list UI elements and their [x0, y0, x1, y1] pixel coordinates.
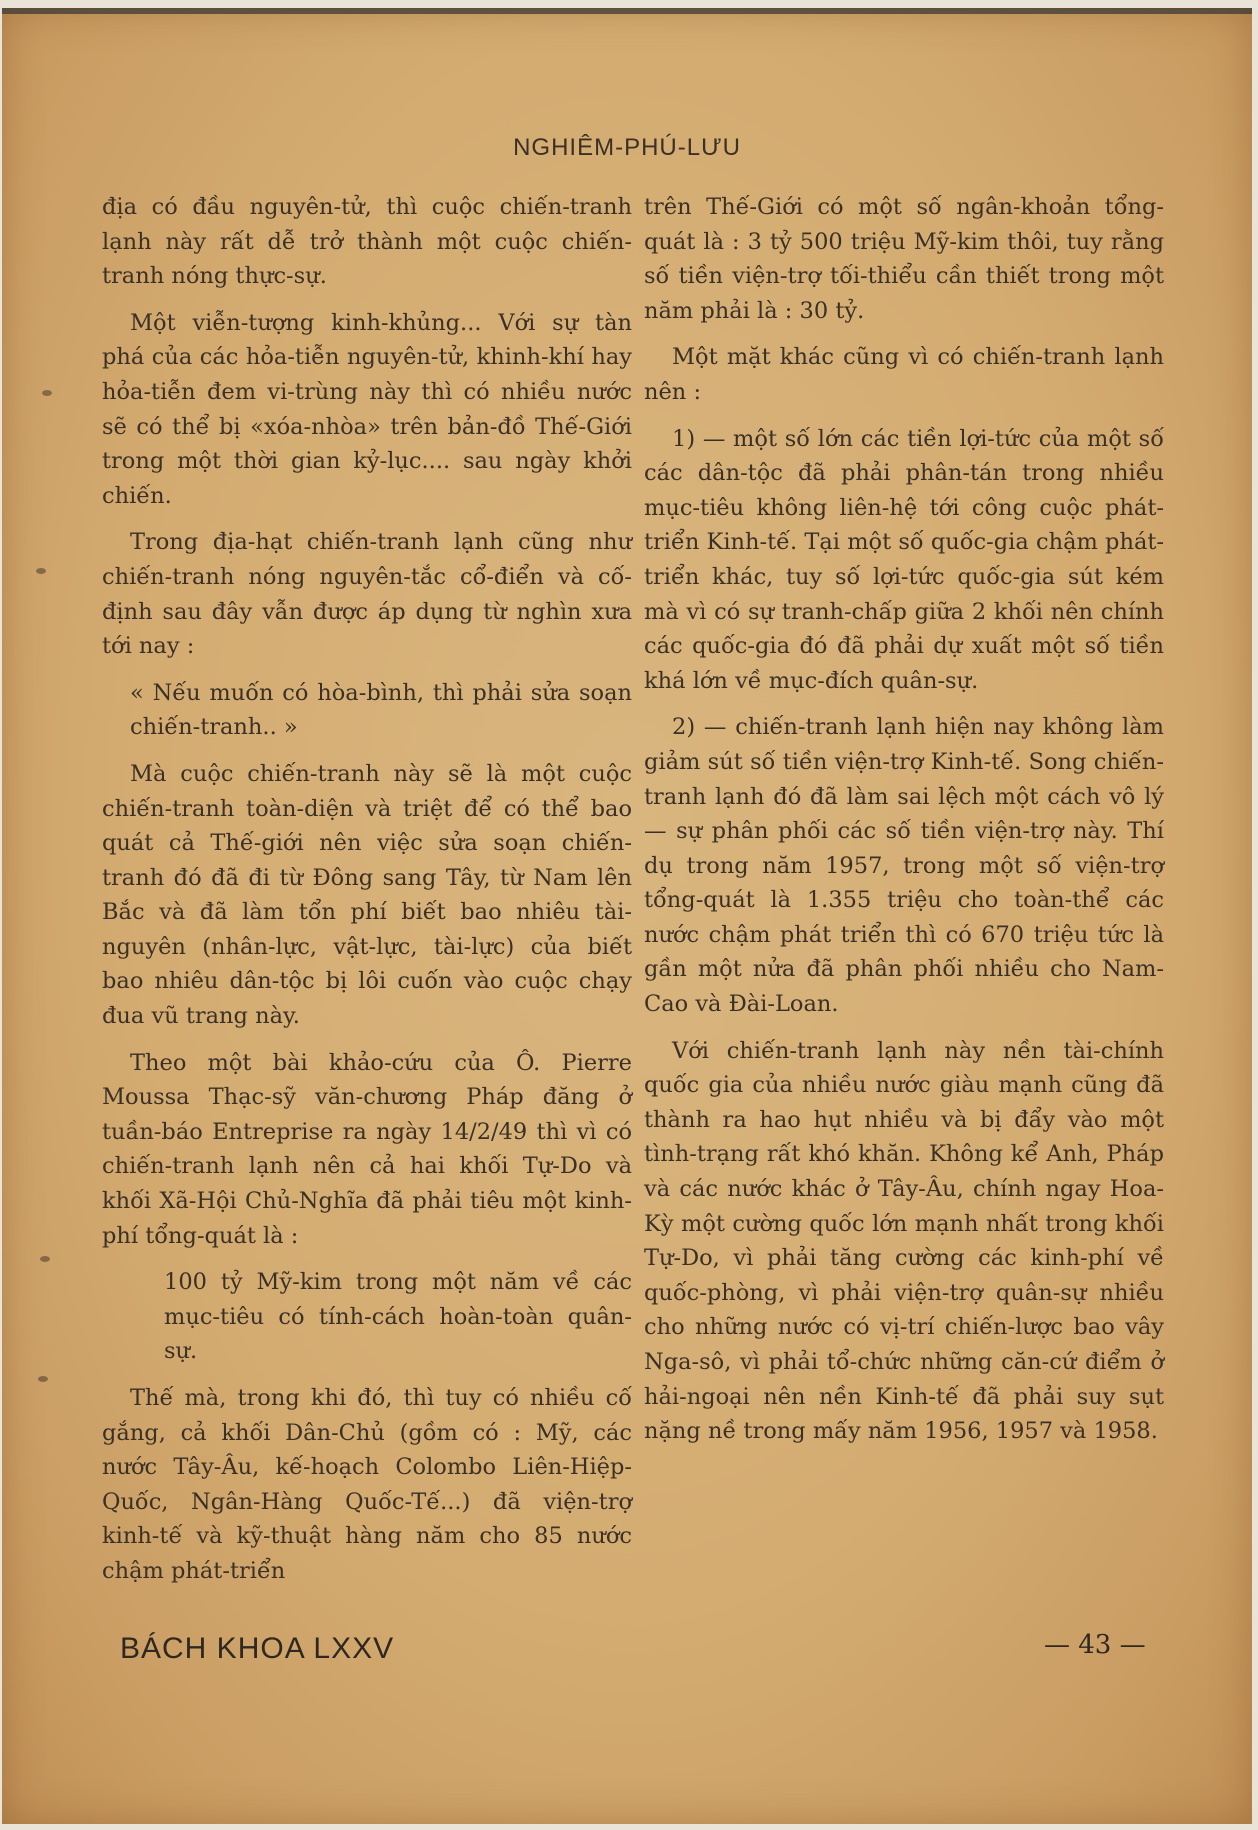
running-head: NGHIÊM-PHÚ-LƯU — [513, 134, 741, 161]
page-top-edge — [2, 8, 1252, 14]
page-number: — 43 — — [1044, 1630, 1146, 1660]
publication-title: BÁCH KHOA LXXV — [120, 1632, 395, 1665]
paragraph: Thế mà, trong khi đó, thì tuy có nhiều cố gắng, cả khối Dân-Chủ (gồm có : Mỹ, các nước Tây-Âu, kế-hoạch Colombo Liên-Hiệp-Quốc, Ngân-Hàng Quốc-Tế...) đã viện-trợ kinh-tế và kỹ-thuật hàng năm cho 85 nước chậm phát-triển — [102, 1385, 632, 1584]
paragraph: Với chiến-tranh lạnh này nền tài-chính quốc gia của nhiều nước giàu mạnh cũng đã thành ra hao hụt nhiều và bị đẩy vào một tình-trạng rất khó khăn. Không kể Anh, Pháp và các nước khác ở Tây-Âu, chính ngay Hoa-Kỳ một cường quốc lớn mạnh nhất trong khối Tự-Do, vì phải tăng cường các kinh-phí về quốc-phòng, vì phải viện-trợ quân-sự nhiều cho những nước có vị-trí chiến-lược bao vây Nga-sô, vì phải tổ-chức những căn-cứ điểm ở hải-ngoại nên nền Kinh-tế đã phải suy sụt nặng nề trong mấy năm 1956, 1957 và 1958. — [644, 1037, 1164, 1445]
paragraph: Một viễn-tượng kinh-khủng... Với sự tàn phá của các hỏa-tiễn nguyên-tử, khinh-khí hay hỏa-tiễn đem vi-trùng này thì có nhiều nước sẽ có thể bị «xóa-nhòa» trên bản-đồ Thế-Giới trong một thời gian kỷ-lục.... sau ngày khởi chiến. — [102, 309, 632, 509]
paragraph: 1) — một số lớn các tiền lợi-tức của một số các dân-tộc đã phải phân-tán trong nhiều mục-tiêu không liên-hệ tới công cuộc phát-triển Kinh-tế. Tại một số quốc-gia chậm phát-triển khác, tuy số lợi-tức quốc-gia sút kém mà vì có sự tranh-chấp giữa 2 khối nên chính các quốc-gia đó đã phải dự xuất một số tiền khá lớn về mục-đích quân-sự. — [644, 425, 1164, 694]
paragraph: Một mặt khác cũng vì có chiến-tranh lạnh nên : — [644, 344, 1164, 405]
ink-speck — [38, 1376, 48, 1382]
left-column — [102, 190, 632, 1601]
paragraph: địa có đầu nguyên-tử, thì cuộc chiến-tranh lạnh này rất dễ trở thành một cuộc chiến-tranh nóng thực-sự. — [102, 194, 632, 290]
block-quote: 100 tỷ Mỹ-kim trong một năm về các mục-tiêu có tính-cách hoàn-toàn quân-sự. — [164, 1269, 632, 1365]
ink-speck — [40, 1256, 50, 1262]
quotation: « Nếu muốn có hòa-bình, thì phải sửa soạn chiến-tranh.. » — [130, 679, 632, 741]
ink-speck — [42, 390, 52, 396]
right-column — [644, 190, 1164, 1461]
paragraph: trên Thế-Giới có một số ngân-khoản tổng-quát là : 3 tỷ 500 triệu Mỹ-kim thôi, tuy rằng số tiền viện-trợ tối-thiểu cần thiết trong một năm phải là : 30 tỷ. — [644, 194, 1164, 324]
paragraph: Theo một bài khảo-cứu của Ô. Pierre Moussa Thạc-sỹ văn-chương Pháp đăng ở tuần-báo Entreprise ra ngày 14/2/49 thì vì có chiến-tranh lạnh nên cả hai khối Tự-Do và khối Xã-Hội Chủ-Nghĩa đã phải tiêu một kinh-phí tổng-quát là : — [102, 1049, 632, 1249]
paragraph: 2) — chiến-tranh lạnh hiện nay không làm giảm sút số tiền viện-trợ Kinh-tế. Song chiến-tranh lạnh đó đã làm sai lệch một cách vô lý — sự phân phối các số tiền viện-trợ này. Thí dụ trong năm 1957, trong một số viện-trợ tổng-quát là 1.355 triệu cho toàn-thể các nước chậm phát triển thì có 670 triệu tức là gần một nửa đã phân phối nhiều cho Nam-Cao và Đài-Loan. — [644, 714, 1164, 1018]
paragraph: Trong địa-hạt chiến-tranh lạnh cũng như chiến-tranh nóng nguyên-tắc cổ-điển và cố-định sau đây vẫn được áp dụng từ nghìn xưa tới nay : — [102, 529, 632, 660]
ink-speck — [36, 568, 46, 574]
paragraph: Mà cuộc chiến-tranh này sẽ là một cuộc chiến-tranh toàn-diện và triệt để có thể bao quát cả Thế-giới nên việc sửa soạn chiến-tranh đó đã đi từ Đông sang Tây, từ Nam lên Bắc và đã làm tổn phí biết bao nhiêu tài-nguyên (nhân-lực, vật-lực, tài-lực) của biết bao nhiêu dân-tộc bị lôi cuốn vào cuộc chạy đua vũ trang này. — [102, 760, 632, 1030]
scanned-page — [2, 8, 1252, 1824]
